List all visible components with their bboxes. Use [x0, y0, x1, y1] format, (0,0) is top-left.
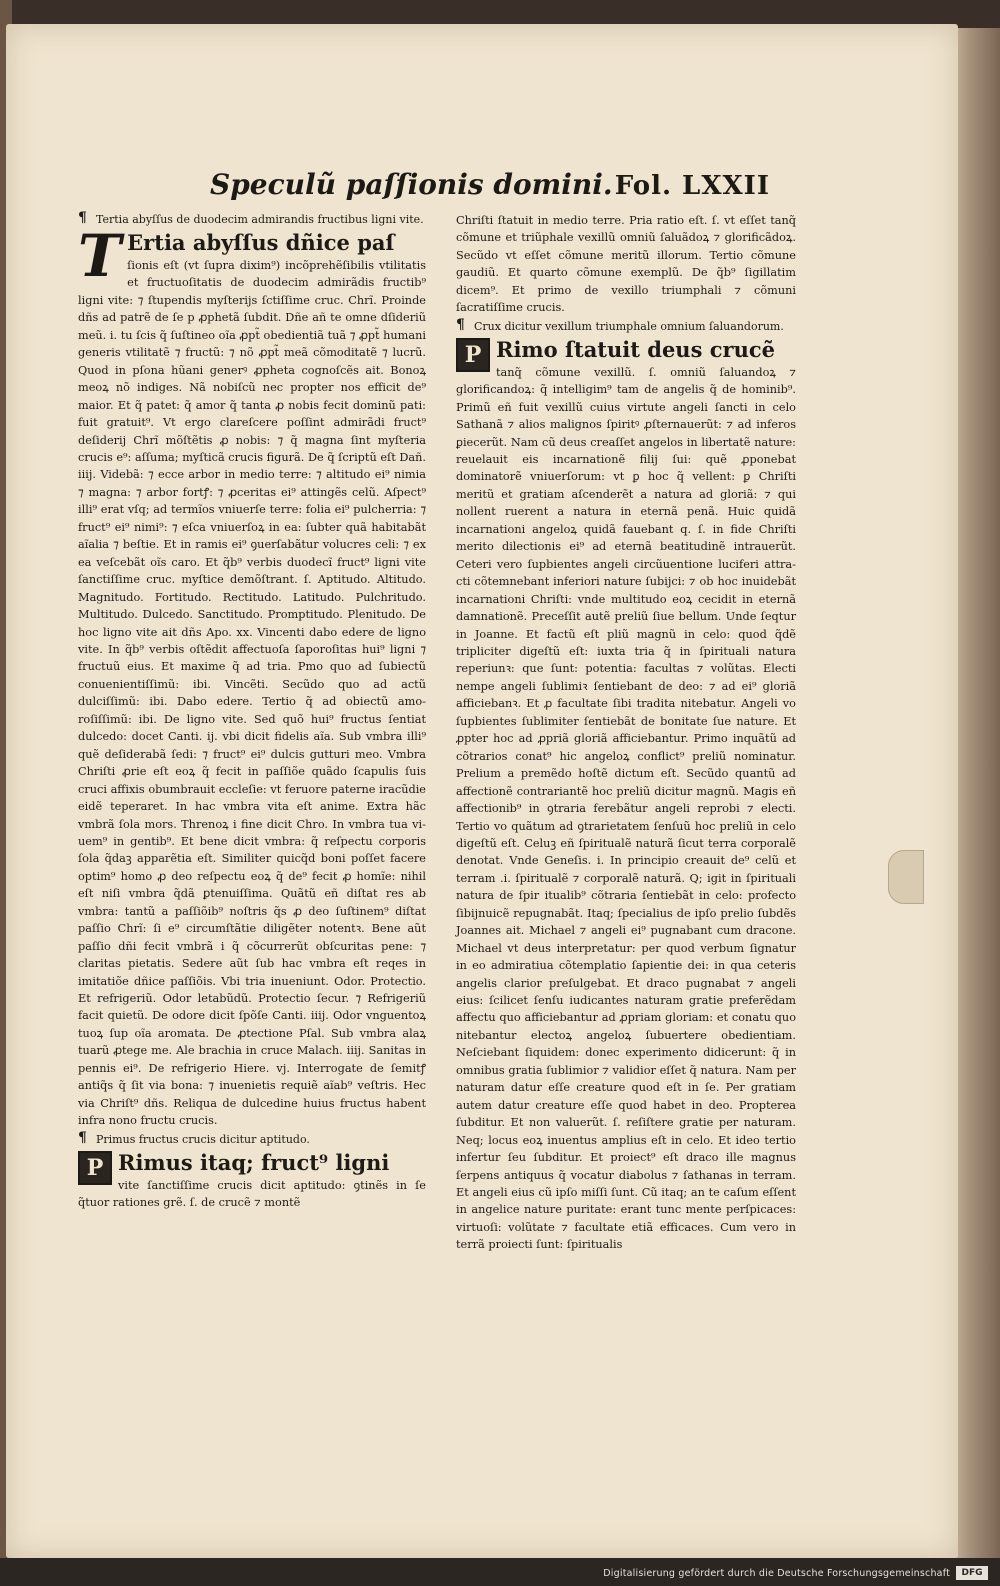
- page-header: [210, 168, 770, 204]
- incipit-text: Rimo ſtatuit deus crucẽ: [496, 336, 775, 362]
- body-paragraph: vite ſanctiſſime crucis dicit aptitudo: ꝯtinẽs in ſe q̃tuor rationes grẽ. ſ. de crucẽ ⁊ montẽ: [78, 1178, 426, 1210]
- left-column: [78, 212, 426, 1212]
- body-paragraph: Chriſti ſtatuit in medio terre. Pria ratio eſt. ſ. vt eſſet tanq̃ cõmune et triũphale vexillũ omniũ ſaluãdoꝝ ⁊ glorificãdoꝝ. Secũdo vt eſſet cõmune meritũ illorum. Tertio cõmune gaudiũ. Et quarto cõmune exemplũ. De q̃b⁹ ſigillatim dicem⁹. Et primo de vexillo triumphali ⁊ cõmuni ſacratiſſime crucis.: [456, 214, 796, 315]
- body-paragraph: tanq̃ cõmune vexillũ. ſ. omniũ ſaluandoꝝ ⁊ glorificandoꝝ: q̃ intelligim⁹ tam de angelis q̃ de hominib⁹. Primũ eñ fuit vexillũ cuius virtute angeli ſancti in celo Sathanã ⁊ alios malignos ſpiritꝰ ꝓſternauerũt: ⁊ ad inferos ꝑiecerũt. Nam cũ deus creaſſet angelos in libertatẽ nature: reuelauit eis incarnationẽ filij ſui: quẽ ꝓponebat dominatorẽ vniuerſorum: vt ꝑ hoc q̃ vellent: ꝑ Chriſti meritũ et gratiam aſcenderẽt a natura ad gloriã: ⁊ qui nollent ruerent a natura in eternã penã. Huic quidã incarnationi angeloꝝ quidã fauebant q. ſ. in fide Chriſti merito dilectionis ei⁹ ad eternã beatitudinẽ intrauerũt. Ceteri vero ſupbientes angeli circũuentione luciferi attracti cõtemnebant inferiori nature ſubijci: ⁊ ob hoc inuidebãt incarnationi Chriſti: vnde multitudo eoꝝ cecidit in eternã damnationẽ. Preceſſit autẽ preliũ ſiue bellum. Unde ſeqtur in Joanne. Et factũ eſt pliũ magnũ in celo: quod q̃dẽ tripliciter digeſtũ eſt: iuxta tria q̃ in ſpirituali natura reperiunꝛ: que ſunt: potentia: facultas ⁊ volũtas. Electi nempe angeli ſublimiꝛ ſentiebant de deo: ⁊ ad ei⁹ gloriã afficiebanꝛ. Et ꝓ facultate ſibi tradita nitebatur. Angeli vo ſupbientes ſublimiter ſentiebãt de bonitate ſue nature. Et ꝓpter hoc ad ꝓpriã gloriã afficiebantur. Primo inquãtũ ad cõtrarios conat⁹ hic angeloꝝ conflict⁹ preliũ nominatur. Prelium a premẽdo hoſtẽ dictum eſt. Secũdo quantũ ad affectionẽ contrariantẽ hoc preliũ dicitur magnũ. Magis eñ affectionib⁹ in ꝯtraria ferebãtur angeli reprobi ⁊ electi. Tertio vo quãtum ad ꝯtrarietatem ſenſuũ hoc preliũ in celo digeſtũ eſt. Celuꝫ eñ ſpiritualẽ naturã ſicut terra corporalẽ denotat. Vnde Geneſis. i. In principio creauit de⁹ celũ et terram .i. ſpiritualẽ ⁊ corporalẽ naturã. Q; igit in ſpirituali natura de ſpir itualib⁹ cõtraria ſentiebãt in celo: profecto ſibijnuicẽ repugnabãt. Itaq; ſpecialius de ipſo prelio ſubdẽs Joannes ait. Michael ⁊ angeli ei⁹ pugnabant cum dracone. Michael vt deus interpretatur: per quod verbum ſignatur in eo admiratiua cõtemplatio ſapientie dei: in qua ceteris angelis clarior preſulgebat. Et draco pugnabat ⁊ angeli eius: ſcilicet ſenſu iudicantes naturam gratie preferẽdam affectu quo afficiebantur ad ꝓpriam gloriam: et conatu quo nitebantur electoꝝ angeloꝝ ſubuertere obedientiam. Neſciebant ſiquidem: donec experimento didicerunt: q̃ in omnibus gratia ſublimior ⁊ validior eſſet q̃ natura. Nam per naturam datur eſſe creature quod eſt in ſe. Per gratiam autem datur creature eſſe quod habet in deo. Propterea ſubditur. Et non valuerũt. ſ. reſiſtere gratie per naturam. Neq; locus eoꝝ inuentus amplius eſt in celo. Et ideo tertio infertur ſeu ſubditur. Et proiect⁹ eſt draco ille magnus ſerpens antiquus q̃ vocatur diabolus ⁊ ſathanas in terram. Et angeli eius cũ ipſo miſſi ſunt. Cũ itaq; an te caſum eſſent in angelice nature puritate: erant tunc mente perſpicaces: virtuoſi: volũtate ⁊ facultate etiã efficaces. Cum vero in terrã proiecti ſunt: ſpiritualis: [456, 365, 796, 1252]
- decorated-initial: P: [78, 1151, 112, 1185]
- initial-letter: T: [78, 222, 122, 290]
- incipit-text: Ertia abyſſus dñice paſ: [127, 230, 395, 255]
- running-title: Speculũ paſſionis domini.: [210, 168, 613, 201]
- incipit-line: [78, 1149, 426, 1181]
- incipit-line: [78, 222, 426, 290]
- incipit-line: [456, 336, 796, 368]
- folio-number: Fol. LXXII: [614, 171, 770, 201]
- rubric-heading: ¶ Tertia abyſſus de duodecim admirandis fructibus ligni vite.: [78, 212, 426, 227]
- dfg-logo: DFG: [956, 1566, 988, 1580]
- decorated-initial: P: [456, 338, 490, 372]
- digitization-credit: Digitalisierung gefördert durch die Deutsche Forschungsgemeinschaft: [603, 1568, 950, 1579]
- rubric-heading: ¶ Primus fructus crucis dicitur aptitudo.: [78, 1132, 426, 1147]
- incipit-text: Rimus itaq; fruct⁹ ligni: [118, 1149, 390, 1175]
- right-column: [456, 212, 796, 1254]
- body-paragraph: ſionis eſt (vt ſupra dixim⁹) incõprehẽſibilis vtilitatis et fructuoſitatis de duodecim admirãdis fructib⁹ ligni vite: ⁊ ſtupendis myſterijs ſctiſſime cruc. Chrĩ. Proinde dñs ad patrẽ de ſe p ꝓphetã ſubdit. Dñe añ te omne dſideriũ meũ. i. tu ſcis q̃ ſuſtineo oĩa ꝓpt̃ obedientiã tuã ⁊ ꝓpt̃ humani generis vtilitatẽ ⁊ fructũ: ⁊ nõ ꝓpt̃ meã cõmoditatẽ ⁊ lucrũ. Quod in pſona hũani generꝰ ꝓpheta cognoſcẽs ait. Bonoꝝ meoꝝ nõ indiges. Nã nobiſcũ nec propter nos efficit de⁹ maior. Et q̃ patet: q̃ amor q̃ tanta ꝓ nobis fecit dominũ pati: fuit gratuit⁹. Vt ergo clareſcere poſſint admirãdi fruct⁹ deſiderij Chrĩ mõſtẽtis ꝓ nobis: ⁊ q̃ magna ſint myſteria crucis e⁹: aſſuma; myſticã crucis figurã. De q̃ ſcriptũ eſt Dañ. iiij. Videbã: ⁊ ecce arbor in medio terre: ⁊ altitudo ei⁹ nimia ⁊ magna: ⁊ arbor fortꝭ: ⁊ ꝓceritas ei⁹ attingẽs celũ. Aſpect⁹ illi⁹ erat vſq; ad termĩos vniuerſe terre: folia ei⁹ pulcherria: ⁊ fruct⁹ ei⁹ nimi⁹: ⁊ eſca vniuerſoꝝ in ea: ſubter quã habitabãt aĩalia ⁊ beſtie. Et in ramis ei⁹ ꝯuerſabãtur volucres celi: ⁊ ex ea veſcebãt oĩs caro. Et q̃b⁹ verbis duodecĩ fruct⁹ ligni vite ſanctiſſime cruc. myſtice demõſtrant. ſ. Aptitudo. Altitudo. Magnitudo. Fortitudo. Rectitudo. Latitudo. Pulchritudo. Multitudo. Dulcedo. Sanctitudo. Promptitudo. Plenitudo. De hoc ligno vite ait dñs Apo. xx. Vincenti dabo edere de ligno vite. In q̃b⁹ verbis oſtẽdit affectuoſa ſaporoſitas hui⁹ ligni ⁊ fructuũ eius. Et maxime q̃ ad tria. Pmo quo ad ſubiectũ conuenientiſſimũ: ibi. Vincẽti. Secũdo quo ad actũ dulciſſimũ: ibi. Dabo edere. Tertio q̃ ad obiectũ amoroſiſſimũ: ibi. De ligno vite. Sed quõ hui⁹ fructus ſentiat dulcedo: docet Canti. ij. vbi dicit fidelis aĩa. Sub vmbra illi⁹ quẽ deſiderabã ſedi: ⁊ fruct⁹ ei⁹ dulcis gutturi meo. Vmbra Chriſti ꝓrie eſt eoꝝ q̃ fecit in paſſiõe quãdo ſcapulis ſuis cruci affixis obumbrauit eccleſie: vt feruore paterne iracũdie eidẽ teperaret. In hac vmbra vita eſt anime. Extra hãc vmbrã ſola mors. Threnoꝝ i fine dicit Chro. In vmbra tua viuem⁹ in gentib⁹. Et bene dicit vmbra: q̃ reſpectu corporis ſola q̃daꝫ apparẽtia eſt. Similiter quicq̃d boni poſſet facere optim⁹ homo ꝓ deo reſpectu eoꝝ q̃ de⁹ fecit ꝓ homĩe: nihil eſt niſi vmbra q̃dã ꝑtenuiſſima. Quãtũ eñ diſtat res ab vmbra: tantũ a paſſiõib⁹ noſtris q̃s ꝓ deo ſuſtinem⁹ diſtat paſſio Chrĩ: ſi e⁹ circumſtãtie diligẽter notentꝛ. Bene aũt paſſio dñi fecit vmbrã i q̃ cõcurrerũt obſcuritas pene: ⁊ claritas pietatis. Sedere aũt ſub hac vmbra eſt reqes in imitatiõe dñice paſſiõis. Vbi tria inueniunt. Odor. Protectio. Et refrigeriũ. Odor letabũdũ. Protectio ſecur. ⁊ Refrigeriũ facit quietũ. De odore dicit ſpõſe Canti. iiij. Odor vnguentoꝝ tuoꝝ ſup oĩa aromata. De ꝓtectione Pſal. Sub vmbra alaꝝ tuarũ ꝓtege me. Ale brachia in cruce Malach. iiij. Sanitas in pennis ei⁹. De refrigerio Hiere. vj. Interrogate de ſemitꝭ antiq̃s q̃ ſit via bona: ⁊ inuenietis requiẽ aĩab⁹ veſtris. Hec via Chriſt⁹ dñs. Reliqua de dulcedine huius fructus habent infra nono fructu crucis.: [78, 259, 426, 1128]
- rubric-heading: ¶ Crux dicitur vexillum triumphale omnium ſaluandorum.: [456, 319, 796, 334]
- page-clasp: [888, 850, 924, 904]
